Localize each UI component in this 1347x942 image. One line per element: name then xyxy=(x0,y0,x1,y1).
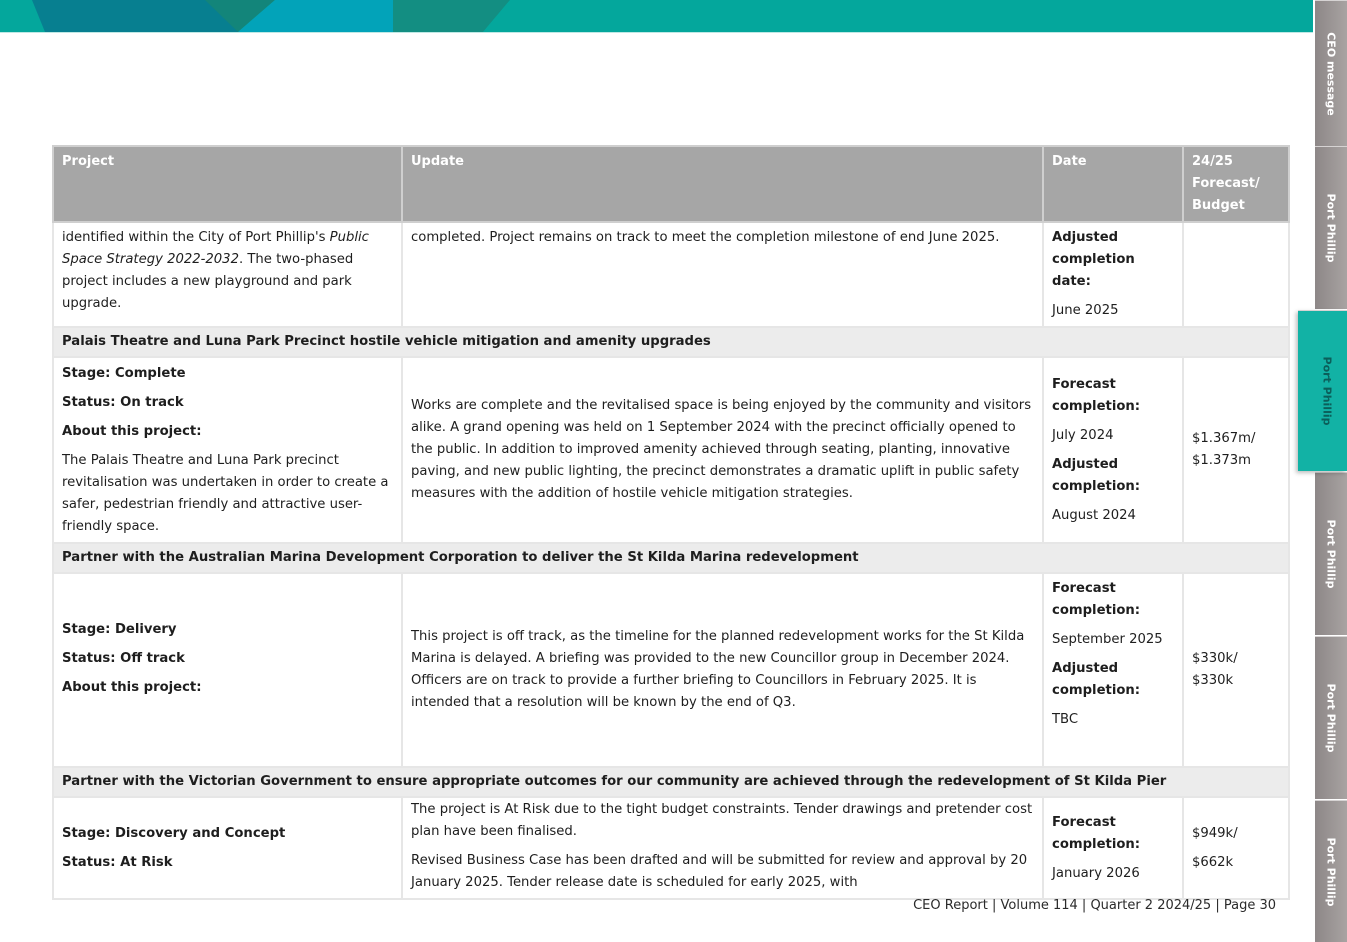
date-cell xyxy=(1043,222,1183,327)
budget-forecast: $1.367m/ xyxy=(1192,431,1256,446)
header-banner xyxy=(0,0,1313,33)
status-text: Status: Off track xyxy=(62,651,185,666)
tab-port-phillip-1[interactable] xyxy=(1315,146,1347,309)
banner-shape xyxy=(32,0,240,32)
header-budget-line: 24/25 xyxy=(1192,154,1233,169)
date-cell xyxy=(1043,797,1183,899)
header-budget xyxy=(1183,146,1289,222)
forecast-label: Forecast completion: xyxy=(1052,814,1141,852)
project-cell xyxy=(53,222,402,327)
date-label: Adjusted completion date: xyxy=(1052,230,1135,289)
header-project: Project xyxy=(53,146,402,222)
tab-label: Port Phillip xyxy=(1324,519,1338,589)
date-cell xyxy=(1043,357,1183,543)
section-title: Partner with the Victorian Government to ensure appropriate outcomes for our community are achieved through the redevelopment of St Kilda Pier xyxy=(53,767,1289,797)
project-description: identified within the City of Port Phillip's xyxy=(62,230,326,245)
adjusted-value: August 2024 xyxy=(1052,507,1136,523)
header-budget-line: Forecast/ xyxy=(1192,176,1260,191)
section-row xyxy=(53,543,1289,573)
strategy-title: Public Space Strategy 2022-2032 xyxy=(62,230,369,267)
budget-budget: $330k xyxy=(1192,673,1234,688)
tab-label: CEO message xyxy=(1324,31,1338,116)
table-header-row xyxy=(53,146,1289,222)
table-row xyxy=(53,573,1289,767)
section-row xyxy=(53,327,1289,357)
tab-port-phillip-active[interactable] xyxy=(1298,310,1347,471)
tab-port-phillip-4[interactable] xyxy=(1315,636,1347,799)
date-cell xyxy=(1043,573,1183,767)
tab-label: Port Phillip xyxy=(1324,193,1338,263)
adjusted-value: TBC xyxy=(1052,712,1079,727)
tab-port-phillip-3[interactable] xyxy=(1315,472,1347,635)
page-footer: CEO Report | Volume 114 | Quarter 2 2024/25 | Page 30 xyxy=(913,898,1276,913)
budget-cell xyxy=(1183,573,1289,767)
about-label: About this project: xyxy=(62,680,202,695)
section-row xyxy=(53,767,1289,797)
project-cell xyxy=(53,357,402,543)
budget-budget: $662k xyxy=(1192,854,1234,870)
budget-forecast: $949k/ xyxy=(1192,825,1238,841)
forecast-value: September 2025 xyxy=(1052,632,1163,647)
update-text: The project is At Risk due to the tight budget constraints. Tender drawings and pretender cost plan have been finalised. xyxy=(411,802,1033,839)
forecast-value: July 2024 xyxy=(1052,427,1114,443)
status-text: Status: At Risk xyxy=(62,854,173,870)
budget-cell xyxy=(1183,357,1289,543)
table-row xyxy=(53,222,1289,327)
update-cell xyxy=(402,222,1043,327)
budget-cell xyxy=(1183,222,1289,327)
table-row xyxy=(53,357,1289,543)
update-text: This project is off track, as the timeline for the planned redevelopment works for the St Kilda Marina is delayed. A briefing was provided to the new Councillor group in December 2024. Officers are on track to provide a further briefing to Councillors in February 2025. It is intended that a resolution will be known by the end of Q3. xyxy=(411,629,1025,710)
section-title: Partner with the Australian Marina Development Corporation to deliver the St Kilda Marina redevelopment xyxy=(53,543,1289,573)
header-date: Date xyxy=(1043,146,1183,222)
about-text: The Palais Theatre and Luna Park precinct revitalisation was undertaken in order to create a safer, pedestrian friendly and attractive user-friendly space. xyxy=(62,453,389,534)
update-cell xyxy=(402,357,1043,543)
section-title: Palais Theatre and Luna Park Precinct hostile vehicle mitigation and amenity upgrades xyxy=(53,327,1289,357)
budget-budget: $1.373m xyxy=(1192,453,1251,468)
budget-forecast: $330k/ xyxy=(1192,651,1238,666)
tab-ceo-message[interactable] xyxy=(1315,0,1347,146)
banner-shape xyxy=(483,0,700,32)
update-text: Works are complete and the revitalised space is being enjoyed by the community and visitors alike. A grand opening was held on 1 September 2024 with the precinct officially opened to the public. In addition to improved amenity achieved through seating, planting, innovative paving, and new public lighting, the precinct demonstrates a dramatic uplift in public safety measures with the addition of hostile vehicle mitigation strategies. xyxy=(411,398,1032,501)
forecast-label: Forecast completion: xyxy=(1052,376,1141,414)
project-cell xyxy=(53,797,402,899)
header-budget-line: Budget xyxy=(1192,198,1245,213)
about-label: About this project: xyxy=(62,424,202,439)
update-cell xyxy=(402,573,1043,767)
tab-label: Port Phillip xyxy=(1324,837,1338,906)
project-description: . The two-phased project includes a new playground and park upgrade. xyxy=(62,252,354,311)
stage-text: Stage: Discovery and Concept xyxy=(62,825,286,841)
tab-label: Port Phillip xyxy=(1320,356,1334,426)
forecast-value: January 2026 xyxy=(1052,865,1140,881)
status-text: Status: On track xyxy=(62,395,184,410)
banner-pattern xyxy=(0,0,1313,32)
tab-label: Port Phillip xyxy=(1324,683,1338,753)
project-cell xyxy=(53,573,402,767)
tab-port-phillip-5[interactable] xyxy=(1315,800,1347,942)
forecast-label: Forecast completion: xyxy=(1052,581,1141,618)
adjusted-label: Adjusted completion: xyxy=(1052,456,1141,494)
stage-text: Stage: Delivery xyxy=(62,622,177,637)
header-update: Update xyxy=(402,146,1043,222)
adjusted-label: Adjusted completion: xyxy=(1052,661,1141,698)
table-row xyxy=(53,797,1289,899)
project-table xyxy=(52,145,1290,900)
update-text: completed. Project remains on track to meet the completion milestone of end June 2025. xyxy=(411,230,1000,245)
budget-cell xyxy=(1183,797,1289,899)
date-value: June 2025 xyxy=(1052,303,1119,318)
update-text: Revised Business Case has been drafted and will be submitted for review and approval by 20 January 2025. Tender release date is scheduled for early 2025, with xyxy=(411,853,1028,890)
section-tabs xyxy=(1313,0,1347,941)
update-cell xyxy=(402,797,1043,899)
stage-text: Stage: Complete xyxy=(62,366,186,381)
